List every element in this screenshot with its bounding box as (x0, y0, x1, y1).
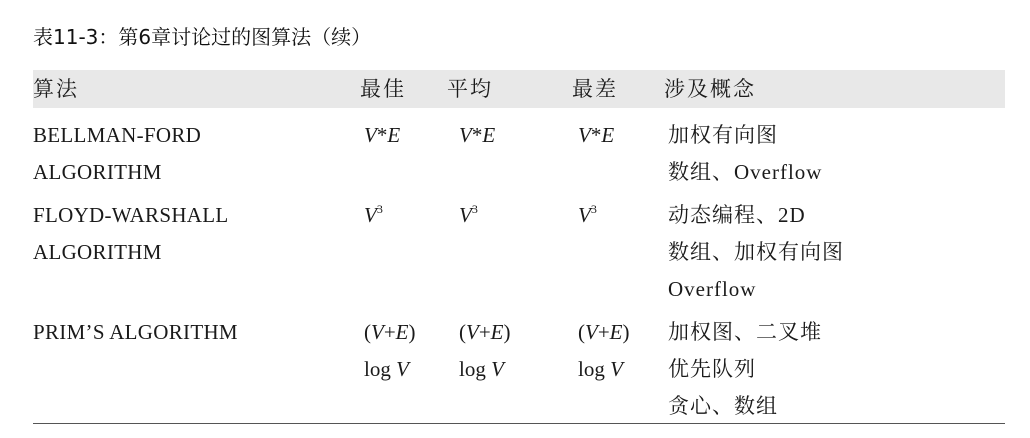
complexity-exponent: 3 (590, 202, 597, 216)
complexity-expression: log V (364, 357, 409, 381)
concept-line: 加权有向图 (668, 123, 778, 147)
complexity-expression: V*E (459, 123, 496, 147)
concept-line: 贪心、数组 (668, 394, 778, 418)
complexity-line (459, 117, 569, 154)
concept-line: 加权图、二叉堆 (668, 320, 822, 344)
header-concepts: 涉及概念 (664, 77, 756, 101)
complexity-line (364, 197, 454, 234)
complexity-line (578, 351, 658, 388)
header-average: 平均 (447, 77, 493, 101)
concepts-cell (668, 117, 1008, 191)
complexity-line (459, 314, 569, 351)
algorithm-line: FLOYD-WARSHALL (33, 203, 229, 227)
algorithm-line: ALGORITHM (33, 240, 162, 264)
worst-complexity-cell (578, 117, 658, 154)
header-best: 最佳 (360, 77, 406, 101)
concept-line: 数组、加权有向图 (668, 240, 844, 264)
average-complexity-cell (459, 117, 569, 154)
complexity-expression: (V+E) (364, 320, 416, 344)
table-header-band (33, 70, 1005, 108)
table-bottom-rule (33, 423, 1005, 424)
header-algorithm: 算法 (33, 77, 79, 101)
best-complexity-cell (364, 197, 454, 234)
complexity-line (459, 197, 569, 234)
complexity-line (364, 117, 454, 154)
best-complexity-cell (364, 314, 454, 388)
complexity-line (459, 351, 569, 388)
concepts-cell (668, 314, 1008, 425)
table-caption: 表11-3：第6章讨论过的图算法（续） (33, 25, 372, 49)
concept-line: Overflow (668, 277, 757, 301)
complexity-exponent: 3 (471, 202, 478, 216)
complexity-expression: (V+E) (578, 320, 630, 344)
complexity-line (578, 117, 658, 154)
complexity-line (364, 351, 454, 388)
average-complexity-cell (459, 314, 569, 388)
worst-complexity-cell (578, 314, 658, 388)
header-worst: 最差 (572, 77, 618, 101)
complexity-expression: log V (459, 357, 504, 381)
complexity-expression: V*E (364, 123, 401, 147)
complexity-expression: log V (578, 357, 623, 381)
complexity-line (578, 314, 658, 351)
algorithm-cell (33, 197, 353, 271)
complexity-expression: V*E (578, 123, 615, 147)
concept-line: 动态编程、2D (668, 203, 806, 227)
worst-complexity-cell (578, 197, 658, 234)
algorithm-cell (33, 117, 353, 191)
algorithm-line: ALGORITHM (33, 160, 162, 184)
complexity-line (578, 197, 658, 234)
average-complexity-cell (459, 197, 569, 234)
complexity-expression: V (364, 203, 377, 227)
complexity-expression: V (578, 203, 591, 227)
best-complexity-cell (364, 117, 454, 154)
concept-line: 优先队列 (668, 357, 756, 381)
complexity-expression: (V+E) (459, 320, 511, 344)
algorithm-line: PRIM’S ALGORITHM (33, 320, 238, 344)
concepts-cell (668, 197, 1008, 308)
algorithm-cell (33, 314, 353, 351)
algorithm-line: BELLMAN-FORD (33, 123, 202, 147)
complexity-line (364, 314, 454, 351)
concept-line: 数组、Overflow (668, 160, 823, 184)
complexity-expression: V (459, 203, 472, 227)
complexity-exponent: 3 (376, 202, 383, 216)
